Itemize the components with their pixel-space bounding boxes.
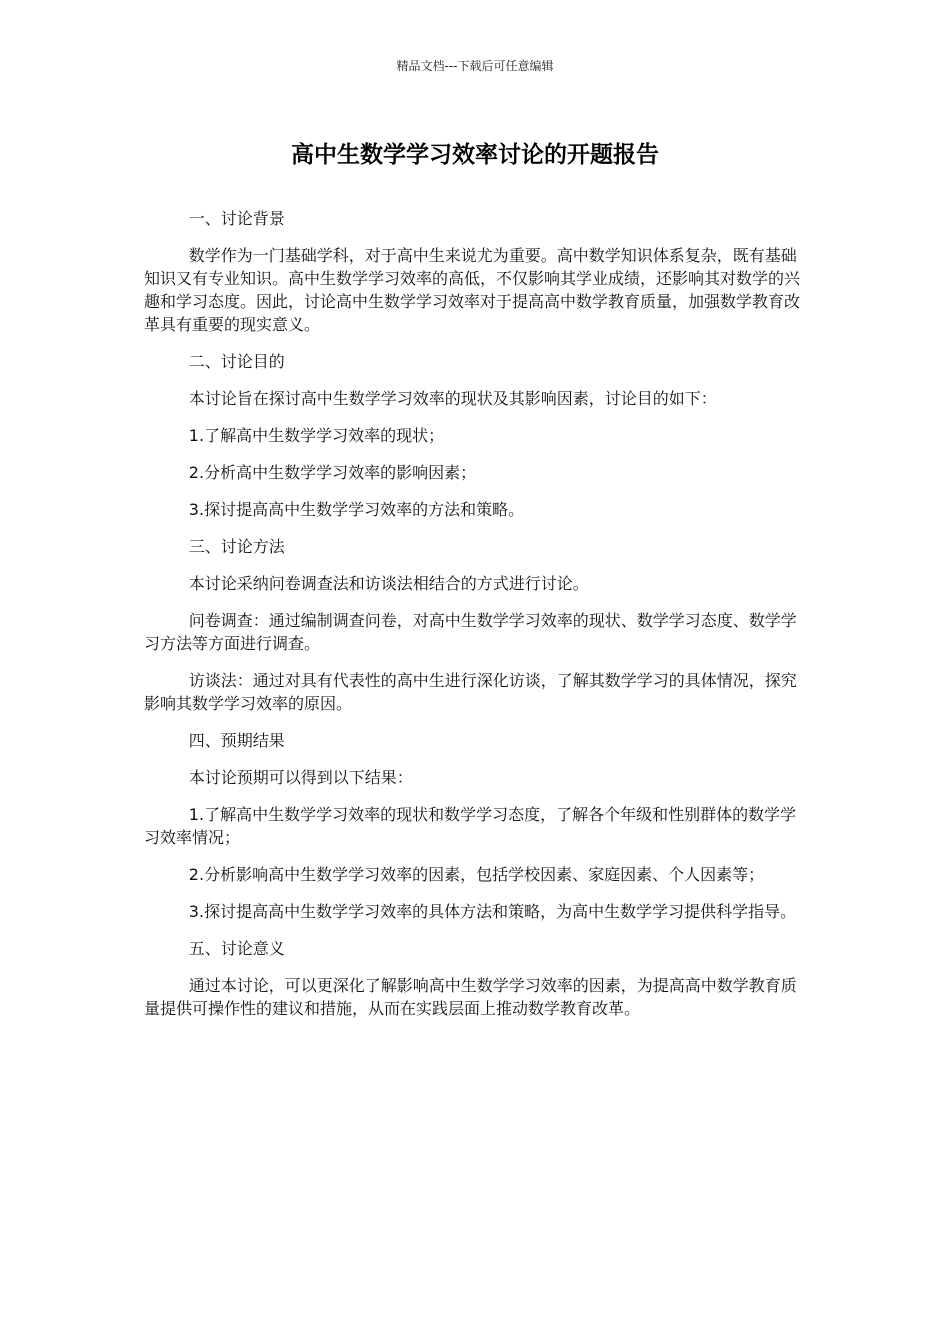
document-title: 高中生数学学习效率讨论的开题报告: [291, 142, 659, 168]
paragraph-purpose-intro: 本讨论旨在探讨高中生数学学习效率的现状及其影响因素，讨论目的如下：: [188, 389, 717, 408]
result-item-1: 1.了解高中生数学学习效率的现状和数学学习态度，了解各个年级和性别群体的数学学习效率情况；: [144, 805, 797, 847]
purpose-item-2: 2.分析高中生数学学习效率的影响因素；: [188, 463, 477, 482]
section-heading-method: 三、讨论方法: [188, 537, 285, 556]
paragraph-method-interview: 访谈法：通过对具有代表性的高中生进行深化访谈，了解其数学学习的具体情况，探究影响其数学学习效率的原因。: [144, 671, 797, 713]
purpose-item-1: 1.了解高中生数学学习效率的现状；: [188, 426, 445, 445]
section-heading-significance: 五、讨论意义: [188, 939, 285, 958]
result-item-3: 3.探讨提高高中生数学学习效率的具体方法和策略，为高中生数学学习提供科学指导。: [188, 902, 797, 921]
section-heading-background: 一、讨论背景: [188, 209, 285, 228]
paragraph-method-intro: 本讨论采纳问卷调查法和访谈法相结合的方式进行讨论。: [188, 574, 589, 593]
section-heading-purpose: 二、讨论目的: [188, 352, 285, 371]
result-item-2: 2.分析影响高中生数学学习效率的因素，包括学校因素、家庭因素、个人因素等；: [188, 865, 765, 884]
paragraph-significance: 通过本讨论，可以更深化了解影响高中生数学学习效率的因素，为提高高中数学教育质量提供可操作性的建议和措施，从而在实践层面上推动数学教育改革。: [144, 976, 797, 1018]
section-heading-expected-results: 四、预期结果: [188, 731, 285, 750]
header-note: 精品文档---下载后可任意编辑: [396, 59, 554, 73]
paragraph-results-intro: 本讨论预期可以得到以下结果：: [188, 768, 413, 787]
purpose-item-3: 3.探讨提高高中生数学学习效率的方法和策略。: [188, 500, 525, 519]
paragraph-background: 数学作为一门基础学科，对于高中生来说尤为重要。高中数学知识体系复杂，既有基础知识又有专业知识。高中生数学学习效率的高低，不仅影响其学业成绩，还影响其对数学的兴趣和学习态度。因此，讨论高中生数学学习效率对于提高高中数学教育质量，加强数学教育改革具有重要的现实意义。: [144, 246, 801, 334]
document-body: [144, 207, 812, 1034]
paragraph-method-survey: 问卷调查：通过编制调查问卷，对高中生数学学习效率的现状、数学学习态度、数学学习方法等方面进行调查。: [144, 611, 797, 653]
